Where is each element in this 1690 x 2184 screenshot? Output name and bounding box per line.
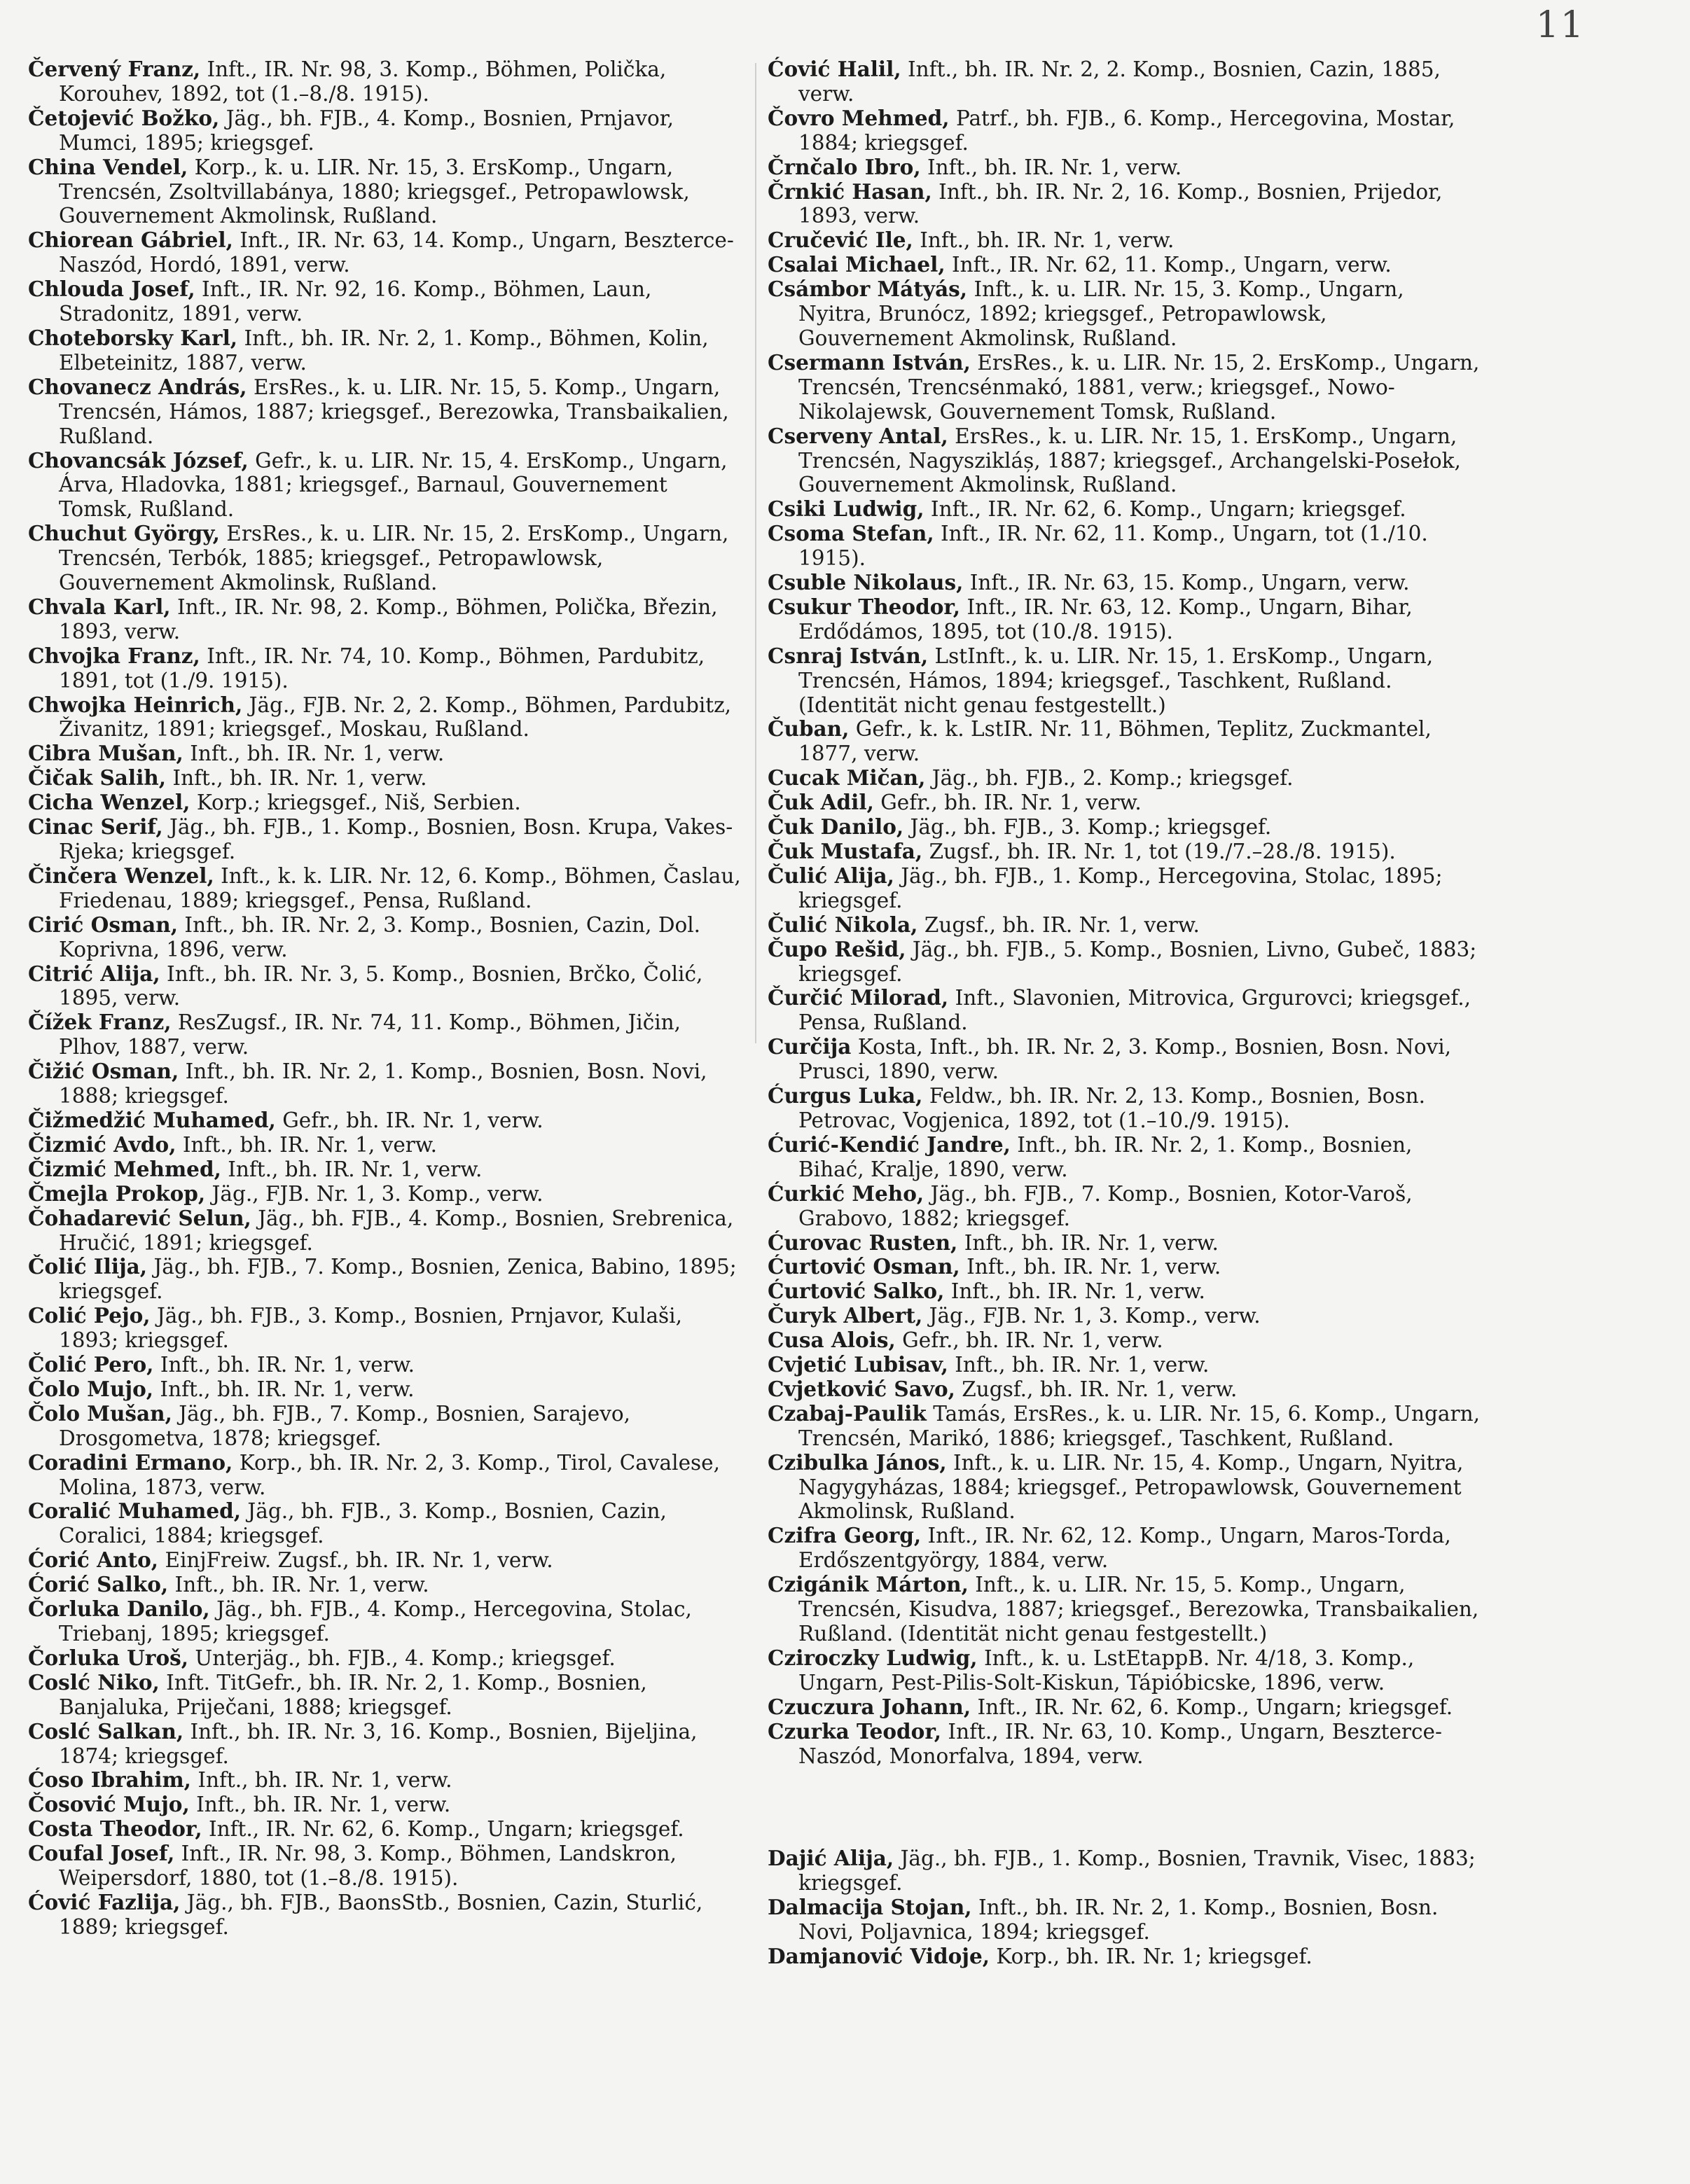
entry-details: Inft., bh. IR. Nr. 1, verw. bbox=[950, 1279, 1205, 1304]
register-entry bbox=[28, 791, 742, 815]
register-entry bbox=[28, 522, 742, 595]
register-entry bbox=[768, 277, 1482, 351]
entry-name: Coslć Salkan, bbox=[28, 1718, 184, 1744]
entry-details: Inft., bh. IR. Nr. 1, verw. bbox=[920, 228, 1175, 253]
entry-details: Jäg., bh. FJB., 4. Komp., Bosnien, Srebrenica, Hručić, 1891; kriegsgef. bbox=[59, 1206, 734, 1255]
entry-name: Črnkić Hasan, bbox=[768, 179, 932, 204]
entry-name: Cibra Mušan, bbox=[28, 741, 183, 766]
entry-name: Čupo Rešid, bbox=[768, 936, 906, 961]
register-entry bbox=[28, 1255, 742, 1304]
entry-name: Citrić Alija, bbox=[28, 961, 160, 986]
entry-name: Coralić Muhamed, bbox=[28, 1498, 242, 1524]
entry-details: Inft., bh. IR. Nr. 1, verw. bbox=[160, 1377, 415, 1401]
register-entry bbox=[28, 1597, 742, 1646]
entry-name: Czifra Georg, bbox=[768, 1523, 922, 1548]
entry-name: Coslć Niko, bbox=[28, 1669, 160, 1695]
register-entry bbox=[768, 1896, 1482, 1945]
entry-details: Jäg., bh. FJB., 7. Komp., Bosnien, Kotor-Varoš, Grabovo, 1882; kriegsgef. bbox=[798, 1181, 1413, 1230]
entry-details: Inft., IR. Nr. 98, 3. Komp., Böhmen, Polička, Korouhev, 1892, tot (1.–8./8. 1915). bbox=[59, 57, 667, 106]
register-entry bbox=[28, 1671, 742, 1720]
entry-name: Činčera Wenzel, bbox=[28, 863, 214, 888]
entry-name: Csámbor Mátyás, bbox=[768, 277, 968, 302]
entry-name: Czabaj-Paulik bbox=[768, 1400, 927, 1426]
register-entry bbox=[28, 57, 742, 106]
register-entry bbox=[768, 1231, 1482, 1256]
entry-details: Inft., IR. Nr. 63, 10. Komp., Ungarn, Beszterce-Naszód, Monorfalva, 1894, verw. bbox=[798, 1719, 1442, 1768]
register-entry bbox=[28, 155, 742, 229]
register-entry bbox=[768, 1377, 1482, 1402]
register-entry bbox=[768, 1353, 1482, 1377]
entry-details: Inft., IR. Nr. 92, 16. Komp., Böhmen, Laun, Stradonitz, 1891, verw. bbox=[59, 277, 652, 326]
entry-details: ErsRes., k. u. LIR. Nr. 15, 1. ErsKomp., Ungarn, Trencsén, Nagyszikláș, 1887; kriegsgef., Archangelski-Posełok, Gouvernement Akmolinsk, Rußland. bbox=[798, 424, 1461, 497]
entry-details: Korp., k. u. LIR. Nr. 15, 3. ErsKomp., Ungarn, Trencsén, Zsoltvillabánya, 1880; kriegsgef., Petropawlowsk, Gouvernement Akmolinsk, Rußland. bbox=[59, 155, 690, 228]
entry-details: Jäg., bh. FJB., 3. Komp., Bosnien, Cazin, Coralici, 1884; kriegsgef. bbox=[59, 1499, 667, 1548]
entry-name: Damjanović Vidoje, bbox=[768, 1944, 990, 1969]
entry-name: Csermann István, bbox=[768, 349, 971, 375]
entry-name: Cirić Osman, bbox=[28, 912, 179, 937]
entry-details: Feldw., bh. IR. Nr. 2, 13. Komp., Bosnien, Bosn. Petrovac, Vogjenica, 1892, tot (1.–10./9. 1915). bbox=[798, 1084, 1426, 1132]
entry-details: Inft., bh. IR. Nr. 2, 1. Komp., Bosnien, Bihać, Kralje, 1890, verw. bbox=[798, 1132, 1413, 1181]
register-entry bbox=[768, 1084, 1482, 1133]
register-entry bbox=[768, 1304, 1482, 1328]
entry-details: Inft. TitGefr., bh. IR. Nr. 2, 1. Komp., Bosnien, Banjaluka, Priječani, 1888; kriegsgef. bbox=[59, 1670, 647, 1719]
entry-name: Četojević Božko, bbox=[28, 105, 220, 130]
register-entry bbox=[768, 815, 1482, 840]
register-entry bbox=[28, 1646, 742, 1671]
register-entry bbox=[768, 424, 1482, 498]
entry-name: Ćurtović Salko, bbox=[768, 1279, 945, 1304]
entry-name: Cvjetković Savo, bbox=[768, 1376, 955, 1401]
register-entry bbox=[28, 1010, 742, 1059]
register-entry bbox=[28, 1157, 742, 1182]
entry-name: Cziroczky Ludwig, bbox=[768, 1645, 978, 1670]
entry-name: Ćoso Ibrahim, bbox=[28, 1767, 191, 1793]
entry-details: Inft., IR. Nr. 62, 6. Komp., Ungarn; kriegsgef. bbox=[208, 1817, 684, 1842]
section-gap bbox=[768, 1768, 1482, 1846]
column-divider bbox=[755, 63, 756, 1043]
register-entry bbox=[768, 1846, 1482, 1896]
entry-name: Ćović Fazlija, bbox=[28, 1889, 181, 1914]
register-entry bbox=[768, 106, 1482, 155]
entry-name: Čičak Salih, bbox=[28, 765, 167, 791]
entry-details: Jäg., FJB. Nr. 1, 3. Komp., verw. bbox=[929, 1304, 1261, 1328]
entry-details: Inft., bh. IR. Nr. 1, verw. bbox=[967, 1255, 1221, 1279]
entry-name: Chlouda Josef, bbox=[28, 277, 195, 302]
entry-name: Čovro Mehmed, bbox=[768, 105, 950, 130]
entry-details: Jäg., bh. FJB., 2. Komp.; kriegsgef. bbox=[931, 766, 1294, 791]
entry-name: Csalai Michael, bbox=[768, 252, 946, 277]
entry-details: Jäg., FJB. Nr. 2, 2. Komp., Böhmen, Pardubitz, Živanitz, 1891; kriegsgef., Moskau, Rußland. bbox=[59, 693, 732, 742]
entry-details: Inft., k. k. LIR. Nr. 12, 6. Komp., Böhmen, Časlau, Friedenau, 1889; kriegsgef., Pensa, Rußland. bbox=[59, 863, 741, 912]
entry-details: Inft., Slavonien, Mitrovica, Grgurovci; kriegsgef., Pensa, Rußland. bbox=[798, 986, 1471, 1035]
entry-name: Czigánik Márton, bbox=[768, 1572, 969, 1597]
register-entry bbox=[768, 1646, 1482, 1695]
right-column bbox=[768, 57, 1482, 1969]
entry-details: Inft., IR. Nr. 98, 2. Komp., Böhmen, Polička, Březin, 1893, verw. bbox=[59, 594, 718, 644]
register-entry bbox=[28, 864, 742, 913]
entry-name: Črnčalo Ibro, bbox=[768, 154, 921, 179]
entry-name: Choteborsky Karl, bbox=[28, 325, 238, 350]
entry-details: Jäg., bh. FJB., 3. Komp., Bosnien, Prnjavor, Kulaši, 1893; kriegsgef. bbox=[59, 1304, 682, 1353]
entry-details: Jäg., bh. FJB., 1. Komp., Hercegovina, Stolac, 1895; kriegsgef. bbox=[798, 863, 1443, 912]
entry-details: Inft., IR. Nr. 63, 14. Komp., Ungarn, Beszterce-Naszód, Hordó, 1891, verw. bbox=[59, 228, 734, 277]
register-entry bbox=[28, 277, 742, 326]
entry-details: Patrf., bh. FJB., 6. Komp., Hercegovina, Mostar, 1884; kriegsgef. bbox=[798, 106, 1455, 155]
register-entry bbox=[28, 815, 742, 864]
register-entry bbox=[768, 1182, 1482, 1231]
entry-details: Jäg., bh. FJB., 5. Komp., Bosnien, Livno, Gubeč, 1883; kriegsgef. bbox=[798, 937, 1477, 986]
entry-details: Inft., IR. Nr. 63, 15. Komp., Ungarn, verw. bbox=[969, 571, 1410, 595]
entry-details: Korp., bh. IR. Nr. 2, 3. Komp., Tirol, Cavalese, Molina, 1873, verw. bbox=[59, 1450, 721, 1499]
entry-details: Inft., k. u. LIR. Nr. 15, 3. Komp., Ungarn, Nyitra, Brunócz, 1892; kriegsgef., Petropawlowsk, Gouvernement Akmolinsk, Rußland. bbox=[798, 277, 1404, 350]
entry-details: Inft., IR. Nr. 63, 12. Komp., Ungarn, Bihar, Erdőd‌ámos, 1895, tot (10./8. 1915). bbox=[798, 594, 1413, 644]
entry-name: Csoma Stefan, bbox=[768, 521, 934, 546]
register-entry bbox=[28, 1182, 742, 1206]
entry-name: Čizmić Mehmed, bbox=[28, 1156, 221, 1181]
entry-details: Inft., bh. IR. Nr. 1, verw. bbox=[174, 1573, 429, 1597]
entry-details: EinjFreiw. Zugsf., bh. IR. Nr. 1, verw. bbox=[165, 1548, 553, 1573]
entry-details: Jäg., bh. FJB., 4. Komp., Hercegovina, Stolac, Triebanj, 1895; kriegsgef. bbox=[59, 1597, 692, 1646]
register-entry bbox=[28, 1353, 742, 1377]
entry-name: Ćorić Anto, bbox=[28, 1547, 159, 1573]
register-entry bbox=[28, 1548, 742, 1573]
entry-details: Inft., bh. IR. Nr. 3, 16. Komp., Bosnien, Bijeljina, 1874; kriegsgef. bbox=[59, 1719, 698, 1768]
entry-details: Inft., k. u. LstEtappB. Nr. 4/18, 3. Komp., Ungarn, Pest-Pilis-Solt-Kiskun, Tápióbicske, 1896, verw. bbox=[798, 1646, 1415, 1695]
entry-name: Červený Franz, bbox=[28, 57, 201, 81]
register-entry bbox=[28, 326, 742, 375]
left-column bbox=[28, 57, 742, 1940]
entry-name: Ćurić-Kendić Jandre, bbox=[768, 1132, 1011, 1157]
entry-name: China Vendel, bbox=[28, 154, 188, 179]
entry-details: Unterjäg., bh. FJB., 4. Komp.; kriegsgef. bbox=[195, 1646, 616, 1670]
register-entry bbox=[768, 938, 1482, 987]
entry-details: Jäg., FJB. Nr. 1, 3. Komp., verw. bbox=[212, 1181, 543, 1206]
entry-name: Czurka Teodor, bbox=[768, 1718, 942, 1744]
entry-details: Jäg., bh. FJB., 7. Komp., Bosnien, Zenica, Babino, 1895; kriegsgef. bbox=[59, 1255, 737, 1304]
register-entry bbox=[28, 1817, 742, 1842]
register-entry bbox=[768, 717, 1482, 766]
entry-name: Čižmedžić Muhamed, bbox=[28, 1107, 276, 1132]
entry-details: Inft., bh. IR. Nr. 1, verw. bbox=[964, 1230, 1219, 1255]
entry-name: Csukur Theodor, bbox=[768, 594, 961, 619]
entry-name: Čolić Pero, bbox=[28, 1352, 154, 1377]
register-entry bbox=[768, 351, 1482, 424]
entry-name: Coufal Josef, bbox=[28, 1841, 175, 1866]
entry-details: Gefr., k. k. LstIR. Nr. 11, Böhmen, Teplitz, Zuckmantel, 1877, verw. bbox=[798, 717, 1432, 766]
entry-details: Korp.; kriegsgef., Niš, Serbien. bbox=[196, 791, 521, 815]
register-entry bbox=[768, 766, 1482, 791]
entry-details: Inft., bh. IR. Nr. 1, verw. bbox=[190, 742, 445, 766]
entry-name: Čuk Mustafa, bbox=[768, 839, 923, 863]
entry-name: Chvojka Franz, bbox=[28, 643, 200, 668]
entry-details: Zugsf., bh. IR. Nr. 1, tot (19./7.–28./8. 1915). bbox=[929, 840, 1396, 863]
entry-name: Cvjetić Lubisav, bbox=[768, 1352, 948, 1377]
register-entry bbox=[28, 1402, 742, 1451]
register-entry bbox=[768, 1255, 1482, 1279]
entry-name: Coradini Ermano, bbox=[28, 1449, 233, 1475]
register-entry bbox=[28, 1768, 742, 1793]
entry-details: Inft., bh. IR. Nr. 3, 5. Komp., Bosnien, Brčko, Čolić, 1895, verw. bbox=[59, 961, 703, 1010]
entry-name: Ćurkić Meho, bbox=[768, 1181, 924, 1206]
entry-details: Inft., bh. IR. Nr. 2, 1. Komp., Bosnien, Bosn. Novi, Poljavnica, 1894; kriegsgef. bbox=[798, 1896, 1439, 1945]
register-entry bbox=[768, 840, 1482, 864]
entry-name: Čmejla Prokop, bbox=[28, 1181, 206, 1206]
register-entry bbox=[28, 1304, 742, 1353]
entry-details: Zugsf., bh. IR. Nr. 1, verw. bbox=[924, 912, 1200, 937]
entry-name: Čuk Adil, bbox=[768, 790, 874, 815]
register-entry bbox=[28, 1573, 742, 1597]
entry-name: Čohadarević Selun, bbox=[28, 1205, 251, 1230]
register-entry bbox=[768, 1945, 1482, 1969]
entry-details: Inft., bh. IR. Nr. 2, 2. Komp., Bosnien, Cazin, 1885, verw. bbox=[798, 57, 1441, 106]
register-entry bbox=[28, 228, 742, 277]
entry-details: Inft., bh. IR. Nr. 2, 1. Komp., Bosnien, Bosn. Novi, 1888; kriegsgef. bbox=[59, 1059, 707, 1108]
entry-details: Gefr., k. u. LIR. Nr. 15, 4. ErsKomp., Ungarn, Árva, Hladovka, 1881; kriegsgef., Barnaul, Gouvernement Tomsk, Rußland. bbox=[59, 448, 728, 522]
entry-name: Čolić Ilija, bbox=[28, 1254, 148, 1279]
entry-name: Čosović Mujo, bbox=[28, 1792, 190, 1817]
entry-name: Curčija bbox=[768, 1034, 852, 1059]
entry-details: Inft., IR. Nr. 62, 11. Komp., Ungarn, verw. bbox=[952, 253, 1392, 277]
entry-details: Inft., k. u. LIR. Nr. 15, 5. Komp., Ungarn, Trencsén, Kisudva, 1887; kriegsgef., Berezowka, Transbaikalien, Rußland. (Identität nicht genau festgestellt.) bbox=[798, 1573, 1479, 1646]
register-entry bbox=[28, 1720, 742, 1769]
register-entry bbox=[768, 1133, 1482, 1182]
entry-name: Čizmić Avdo, bbox=[28, 1132, 176, 1157]
entry-name: Colić Pejo, bbox=[28, 1303, 151, 1328]
register-entry bbox=[768, 57, 1482, 106]
entry-name: Dajić Alija, bbox=[768, 1846, 894, 1871]
register-entry bbox=[28, 1793, 742, 1817]
entry-name: Čuban, bbox=[768, 716, 850, 742]
entry-details: Inft., IR. Nr. 62, 6. Komp., Ungarn; kriegsgef. bbox=[977, 1695, 1453, 1719]
entry-name: Cucak Mičan, bbox=[768, 765, 926, 791]
register-entry bbox=[768, 522, 1482, 571]
register-entry bbox=[768, 1279, 1482, 1304]
register-entry bbox=[28, 449, 742, 522]
entry-name: Čolo Mušan, bbox=[28, 1400, 172, 1426]
entry-name: Čorluka Danilo, bbox=[28, 1597, 210, 1622]
entry-details: Inft., bh. IR. Nr. 1, verw. bbox=[196, 1793, 451, 1817]
register-entry bbox=[28, 766, 742, 791]
entry-details: Inft., bh. IR. Nr. 2, 3. Komp., Bosnien, Cazin, Dol. Koprivna, 1896, verw. bbox=[59, 912, 701, 961]
register-entry bbox=[768, 1451, 1482, 1524]
register-entry bbox=[768, 1524, 1482, 1573]
entry-name: Čorluka Uroš, bbox=[28, 1645, 188, 1670]
entry-details: Jäg., bh. FJB., 3. Komp.; kriegsgef. bbox=[910, 815, 1272, 840]
entry-details: ErsRes., k. u. LIR. Nr. 15, 2. ErsKomp., Ungarn, Trencsén, Trencsénmakó, 1881, verw.; kriegsgef., Nowo-Nikolajewsk, Gouvernement Tomsk, Rußland. bbox=[798, 350, 1480, 424]
register-entry bbox=[768, 1573, 1482, 1646]
entry-name: Cserveny Antal, bbox=[768, 423, 948, 448]
entry-name: Ćurovac Rusten, bbox=[768, 1230, 958, 1255]
entry-details: ErsRes., k. u. LIR. Nr. 15, 5. Komp., Ungarn, Trencsén, Hámos, 1887; kriegsgef., Berezowka, Transbaikalien, Rußland. bbox=[59, 375, 729, 448]
entry-name: Dalmacija Stojan, bbox=[768, 1895, 972, 1920]
entry-details: Inft., bh. IR. Nr. 2, 1. Komp., Böhmen, Kolin, Elbeteinitz, 1887, verw. bbox=[59, 326, 709, 375]
register-entry bbox=[28, 693, 742, 742]
entry-name: Cručević Ile, bbox=[768, 228, 913, 253]
register-entry bbox=[28, 1206, 742, 1256]
right-column-d-entries bbox=[768, 1846, 1482, 1969]
register-entry bbox=[28, 1059, 742, 1108]
register-entry bbox=[28, 595, 742, 644]
register-entry bbox=[28, 1499, 742, 1548]
entry-details: Jäg., bh. FJB., 7. Komp., Bosnien, Sarajevo, Drosgometva, 1878; kriegsgef. bbox=[59, 1401, 631, 1450]
entry-details: Inft., bh. IR. Nr. 1, verw. bbox=[228, 1157, 483, 1181]
register-entry bbox=[768, 595, 1482, 644]
register-entry bbox=[768, 1695, 1482, 1720]
entry-name: Chovancsák József, bbox=[28, 447, 249, 473]
entry-details: Inft., bh. IR. Nr. 2, 16. Komp., Bosnien, Prijedor, 1893, verw. bbox=[798, 179, 1443, 228]
entry-name: Czuczura Johann, bbox=[768, 1694, 971, 1719]
register-entry bbox=[28, 1133, 742, 1157]
entry-name: Chovanecz András, bbox=[28, 374, 247, 399]
entry-details: Inft., bh. IR. Nr. 1, verw. bbox=[160, 1353, 415, 1377]
register-entry bbox=[768, 864, 1482, 913]
register-entry bbox=[768, 986, 1482, 1035]
register-entry bbox=[28, 1451, 742, 1500]
register-entry bbox=[28, 962, 742, 1011]
register-entry bbox=[28, 742, 742, 766]
entry-details: Kosta, Inft., bh. IR. Nr. 2, 3. Komp., Bosnien, Bosn. Novi, Prusci, 1890, verw. bbox=[798, 1035, 1452, 1084]
entry-details: Jäg., bh. FJB., 4. Komp., Bosnien, Prnjavor, Mumci, 1895; kriegsgef. bbox=[59, 106, 674, 155]
entry-details: Inft., IR. Nr. 74, 10. Komp., Böhmen, Pardubitz, 1891, tot (1./9. 1915). bbox=[59, 644, 705, 693]
entry-name: Ćurtović Osman, bbox=[768, 1254, 960, 1279]
entry-name: Csuble Nikolaus, bbox=[768, 570, 964, 595]
entry-details: Inft., IR. Nr. 62, 11. Komp., Ungarn, tot (1./10. 1915). bbox=[798, 522, 1428, 571]
register-entry bbox=[768, 1402, 1482, 1451]
register-entry bbox=[768, 571, 1482, 595]
entry-name: Ćurgus Luka, bbox=[768, 1083, 923, 1108]
register-entry bbox=[28, 1842, 742, 1891]
entry-name: Costa Theodor, bbox=[28, 1816, 202, 1842]
entry-name: Czibulka János, bbox=[768, 1449, 947, 1475]
register-entry bbox=[768, 1720, 1482, 1769]
entry-details: Tamás, ErsRes., k. u. LIR. Nr. 15, 6. Komp., Ungarn, Trencsén, Marikó, 1886; kriegsgef., Taschkent, Rußland. bbox=[798, 1401, 1480, 1450]
entry-name: Chvala Karl, bbox=[28, 594, 171, 619]
entry-name: Čulić Nikola, bbox=[768, 912, 918, 937]
entry-name: Chuchut György, bbox=[28, 521, 220, 546]
page-number: 11 bbox=[1535, 4, 1585, 46]
entry-name: Cusa Alois, bbox=[768, 1328, 896, 1353]
register-entry bbox=[768, 228, 1482, 253]
register-entry bbox=[768, 791, 1482, 815]
entry-name: Cicha Wenzel, bbox=[28, 790, 191, 815]
register-entry bbox=[28, 913, 742, 962]
entry-name: Čuk Danilo, bbox=[768, 814, 904, 840]
register-entry bbox=[28, 644, 742, 693]
right-column-c-entries bbox=[768, 57, 1482, 1768]
entry-details: Inft., bh. IR. Nr. 1, verw. bbox=[955, 1353, 1210, 1377]
register-entry bbox=[28, 375, 742, 449]
entry-details: Inft., bh. IR. Nr. 1, verw. bbox=[172, 766, 427, 791]
entry-details: LstInft., k. u. LIR. Nr. 15, 1. ErsKomp., Ungarn, Trencsén, Hámos, 1894; kriegsgef., Taschkent, Rußland. (Identität nicht genau festgestellt.) bbox=[798, 644, 1434, 717]
entry-details: Gefr., bh. IR. Nr. 1, verw. bbox=[902, 1328, 1163, 1353]
register-entry bbox=[768, 155, 1482, 180]
register-entry bbox=[768, 1035, 1482, 1084]
register-entry bbox=[768, 1328, 1482, 1353]
entry-details: Gefr., bh. IR. Nr. 1, verw. bbox=[282, 1108, 543, 1132]
entry-details: Inft., IR. Nr. 62, 12. Komp., Ungarn, Maros-Torda, Erdőszentgyörgy, 1884, verw. bbox=[798, 1524, 1451, 1573]
entry-name: Čolo Mujo, bbox=[28, 1376, 154, 1401]
entry-details: ResZugsf., IR. Nr. 74, 11. Komp., Böhmen, Jičin, Plhov, 1887, verw. bbox=[59, 1010, 681, 1059]
register-entry bbox=[28, 1377, 742, 1402]
entry-name: Chiorean Gábriel, bbox=[28, 228, 233, 253]
register-entry bbox=[768, 180, 1482, 229]
entry-name: Čižić Osman, bbox=[28, 1059, 179, 1084]
entry-name: Csiki Ludwig, bbox=[768, 496, 924, 522]
entry-name: Csnraj István, bbox=[768, 643, 929, 668]
entry-name: Ćović Halil, bbox=[768, 57, 901, 81]
entry-name: Čížek Franz, bbox=[28, 1010, 172, 1035]
entry-details: Zugsf., bh. IR. Nr. 1, verw. bbox=[962, 1377, 1238, 1401]
entry-details: Jäg., bh. FJB., BaonsStb., Bosnien, Cazin, Sturlić, 1889; kriegsgef. bbox=[59, 1890, 703, 1939]
entry-details: Inft., bh. IR. Nr. 1, verw. bbox=[182, 1132, 438, 1157]
register-entry bbox=[28, 1891, 742, 1940]
entry-name: Cinac Serif, bbox=[28, 814, 163, 840]
entry-details: Inft., bh. IR. Nr. 1, verw. bbox=[198, 1768, 452, 1793]
entry-details: Korp., bh. IR. Nr. 1; kriegsgef. bbox=[996, 1945, 1312, 1969]
register-entry bbox=[768, 913, 1482, 938]
entry-name: Čulić Alija, bbox=[768, 863, 894, 888]
register-entry bbox=[768, 644, 1482, 718]
entry-name: Čurčić Milorad, bbox=[768, 985, 949, 1010]
entry-details: Inft., k. u. LIR. Nr. 15, 4. Komp., Ungarn, Nyitra, Nagygyházas, 1884; kriegsgef., Petropawlowsk, Gouvernement Akmolinsk, Rußland. bbox=[798, 1450, 1464, 1524]
entry-details: Inft., IR. Nr. 98, 3. Komp., Böhmen, Landskron, Weipersdorf, 1880, tot (1.–8./8. 1915). bbox=[59, 1842, 677, 1891]
entry-name: Chwojka Heinrich, bbox=[28, 692, 243, 717]
entry-name: Ćorić Salko, bbox=[28, 1572, 169, 1597]
entry-details: Jäg., bh. FJB., 1. Komp., Bosnien, Travnik, Visec, 1883; kriegsgef. bbox=[798, 1846, 1476, 1896]
entry-details: Inft., IR. Nr. 62, 6. Komp., Ungarn; kriegsgef. bbox=[930, 497, 1406, 522]
entry-details: Jäg., bh. FJB., 1. Komp., Bosnien, Bosn. Krupa, Vakes-Rjeka; kriegsgef. bbox=[59, 815, 733, 863]
entry-name: Čuryk Albert, bbox=[768, 1303, 923, 1328]
entry-details: ErsRes., k. u. LIR. Nr. 15, 2. ErsKomp., Ungarn, Trencsén, Terbók, 1885; kriegsgef., Petropawlowsk, Gouvernement Akmolinsk, Rußland. bbox=[59, 522, 729, 595]
entry-details: Gefr., bh. IR. Nr. 1, verw. bbox=[880, 791, 1142, 815]
entry-details: Inft., bh. IR. Nr. 1, verw. bbox=[927, 155, 1182, 179]
register-entry bbox=[28, 1108, 742, 1133]
register-entry bbox=[768, 253, 1482, 277]
register-entry bbox=[768, 497, 1482, 522]
register-entry bbox=[28, 106, 742, 155]
